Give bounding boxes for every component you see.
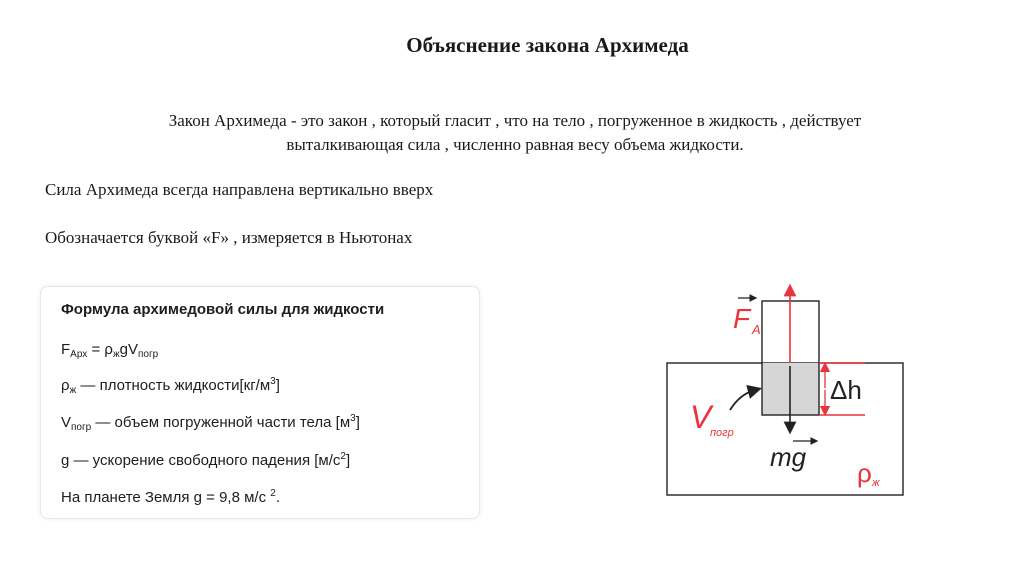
page-title: Объяснение закона Архимеда	[406, 33, 689, 57]
buoyancy-diagram	[660, 278, 910, 508]
force-label-sub: A	[752, 322, 761, 337]
weight-label: mg	[770, 442, 807, 472]
volume-definition: $V_{погр}$ — объем погруженной части тела $[м^3]$	[61, 413, 360, 433]
formula-card	[40, 286, 480, 519]
force-direction-text: Сила Архимеда всегда направлена вертикально вверх	[45, 180, 434, 199]
height-label: Δh	[830, 375, 862, 405]
density-label: ρ	[857, 458, 872, 488]
gravity-definition: g — ускорение свободного падения $[м/с^2]$	[61, 451, 351, 469]
law-definition	[60, 109, 970, 157]
volume-label: V	[690, 399, 712, 435]
volume-label-sub: погр	[710, 427, 734, 439]
earth-gravity-value: На планете Земля g = 9,8 м/с $^2$.	[61, 488, 280, 506]
density-definition: $\rho_ж$ — плотность $жидкости[кг/м^3]$	[61, 376, 280, 396]
force-label: F	[733, 303, 751, 334]
force-unit-text: Обозначается буквой «F» , измеряется в Ньютонах	[45, 228, 413, 247]
law-definition-line-2: выталкивающая сила , численно равная весу объема жидкости.	[286, 135, 744, 154]
law-definition-line-1: Закон Архимеда - это закон , который гласит , что на тело , погруженное в жидкость , действует	[168, 111, 862, 130]
archimedes-formula: $F_{Арх} = \rho_жgV_{погр}$	[61, 341, 159, 360]
formula-card-title: Формула архимедовой силы для жидкости	[61, 301, 385, 318]
density-label-sub: ж	[872, 477, 880, 489]
